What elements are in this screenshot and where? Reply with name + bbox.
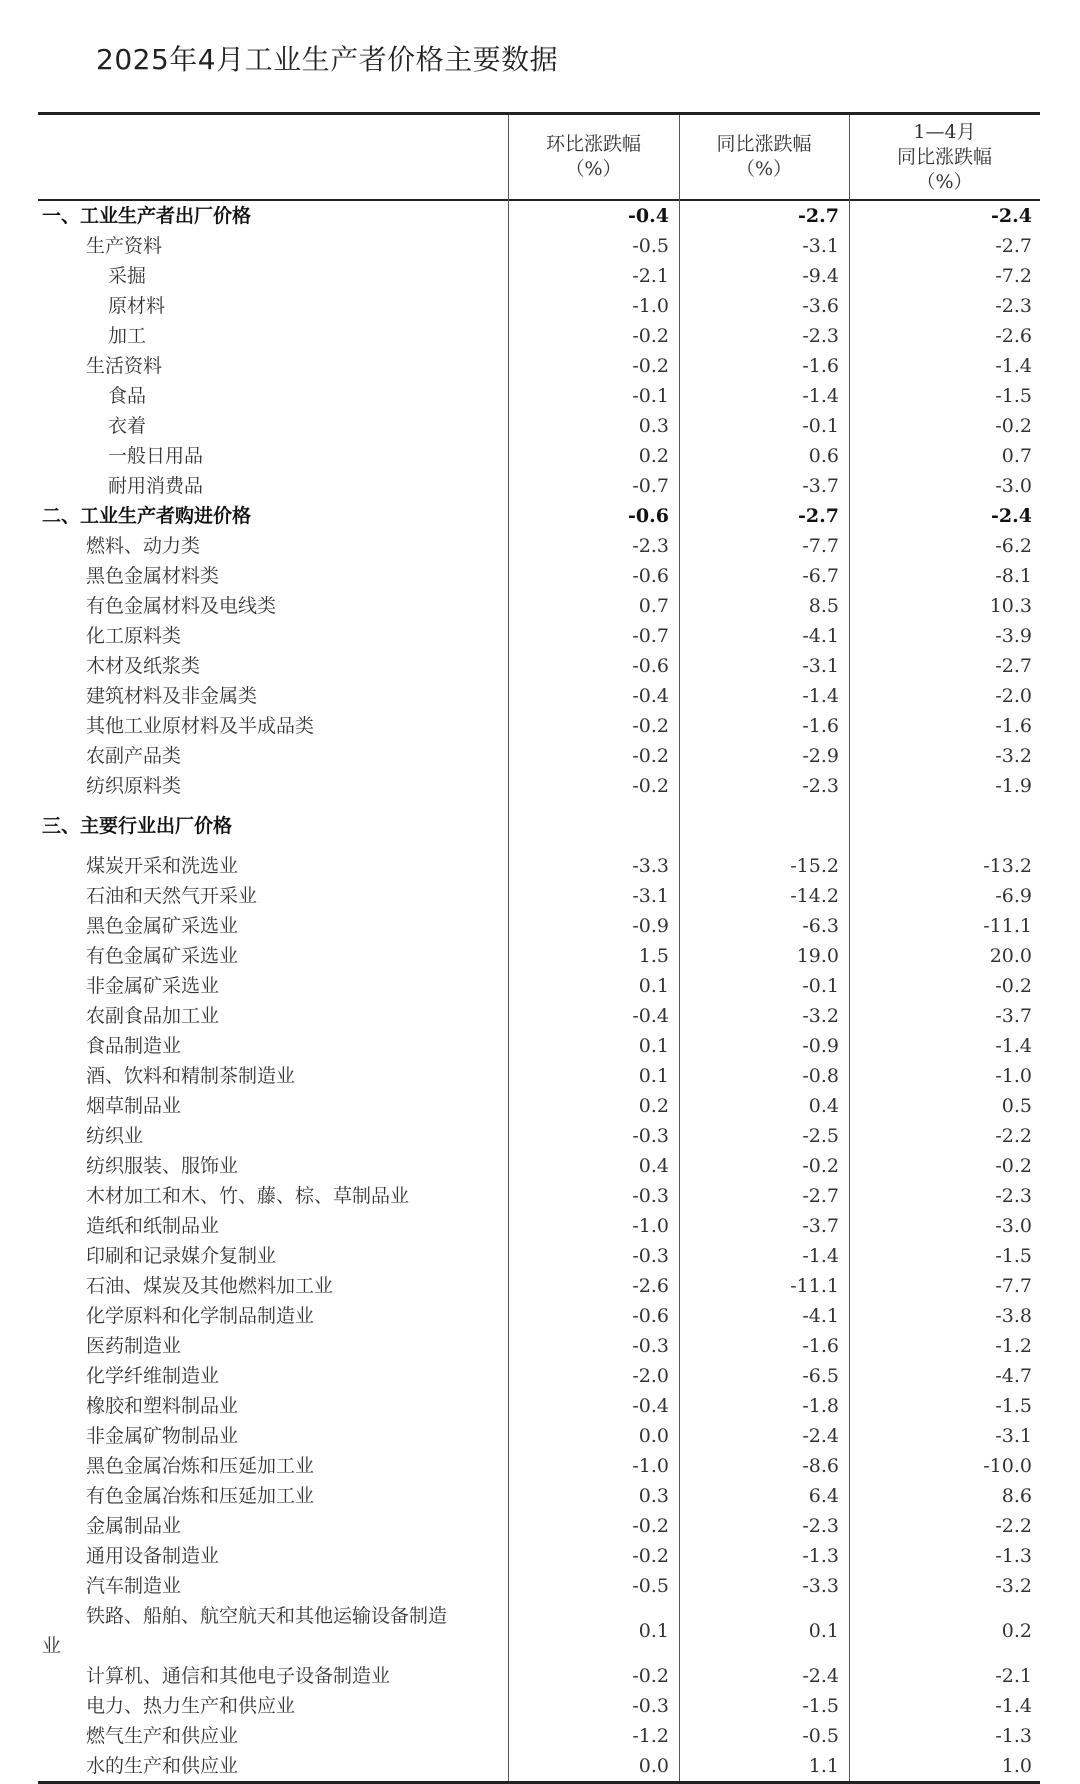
mom-change-value: -0.4 [632, 685, 669, 707]
yoy-change-value: -1.3 [802, 1545, 839, 1567]
mom-change-value: -0.3 [632, 1185, 669, 1207]
mom-change-value: -3.1 [632, 885, 669, 907]
mom-change-value: -0.6 [628, 505, 669, 527]
mom-change-value: -0.2 [632, 1545, 669, 1567]
row-label: 有色金属冶炼和压延加工业 [86, 1485, 315, 1507]
row-label: 水的生产和供应业 [86, 1755, 239, 1777]
row-label: 衣着 [108, 415, 147, 437]
row-label: 加工 [108, 325, 147, 347]
yoy-change-value: -1.4 [802, 385, 839, 407]
ytd-change-value: -2.0 [995, 685, 1032, 707]
ytd-change-value: -4.7 [995, 1365, 1032, 1387]
row-label: 耐用消费品 [108, 475, 204, 497]
yoy-change-value: -2.7 [802, 1185, 839, 1207]
row-label: 非金属矿物制品业 [86, 1425, 239, 1447]
mom-change-value: -0.6 [632, 655, 669, 677]
yoy-change-value: -15.2 [790, 855, 839, 877]
yoy-change-value: 6.4 [808, 1485, 839, 1507]
row-label: 通用设备制造业 [86, 1545, 220, 1567]
row-label: 生活资料 [86, 355, 163, 377]
ytd-change-value: -7.2 [995, 265, 1032, 287]
row-label: 农副产品类 [86, 745, 182, 767]
mom-change-value: -0.4 [632, 1395, 669, 1417]
table-row [38, 1541, 1040, 1571]
row-label [42, 1601, 502, 1661]
row-spacer [38, 801, 1040, 811]
ytd-change-value: -2.4 [991, 205, 1032, 227]
yoy-change-value: -1.5 [802, 1695, 839, 1717]
table-row [38, 1571, 1040, 1601]
yoy-change-value [679, 811, 839, 841]
ytd-change-value: -2.3 [995, 295, 1032, 317]
table-row [38, 1271, 1040, 1301]
ytd-change-value: -0.2 [995, 975, 1032, 997]
yoy-change-value: -3.1 [802, 655, 839, 677]
table-row [38, 681, 1040, 711]
row-label-line: 业 [42, 1635, 62, 1657]
mom-change-value: 0.1 [638, 975, 669, 997]
table-row [38, 1721, 1040, 1751]
row-label: 一、工业生产者出厂价格 [42, 205, 252, 227]
yoy-change-value: 8.5 [808, 595, 839, 617]
mom-change-value: -0.4 [628, 205, 669, 227]
table-row [38, 971, 1040, 1001]
table-row [38, 1031, 1040, 1061]
column-divider [508, 115, 509, 1781]
row-label: 有色金属矿采选业 [86, 945, 239, 967]
row-spacer [38, 841, 1040, 851]
row-label: 生产资料 [86, 235, 163, 257]
yoy-change-value: -0.8 [802, 1065, 839, 1087]
header-ytd-unit: （%） [916, 170, 973, 193]
yoy-change-value: -0.2 [802, 1155, 839, 1177]
row-label: 食品 [108, 385, 147, 407]
price-data-table [38, 112, 1040, 1784]
mom-change-value: -0.2 [632, 355, 669, 377]
table-row [38, 1361, 1040, 1391]
ytd-change-value: -3.9 [995, 625, 1032, 647]
table-row [38, 321, 1040, 351]
mom-change-value: 0.4 [638, 1155, 669, 1177]
row-label: 一般日用品 [108, 445, 204, 467]
table-row [38, 471, 1040, 501]
ytd-change-value: -3.7 [995, 1005, 1032, 1027]
ytd-change-value: -3.8 [995, 1305, 1032, 1327]
ytd-change-value: -2.7 [995, 235, 1032, 257]
ytd-change-value: 0.5 [1001, 1095, 1032, 1117]
yoy-change-value: -2.3 [802, 325, 839, 347]
table-row [38, 1181, 1040, 1211]
row-label: 电力、热力生产和供应业 [86, 1695, 296, 1717]
table-row [38, 651, 1040, 681]
mom-change-value: 0.1 [638, 1035, 669, 1057]
row-label: 纺织业 [86, 1125, 144, 1147]
ytd-change-value: 10.3 [989, 595, 1032, 617]
mom-change-value: -0.3 [632, 1335, 669, 1357]
yoy-change-value: -2.3 [802, 775, 839, 797]
mom-change-value: -0.9 [632, 915, 669, 937]
mom-change-value: -0.2 [632, 745, 669, 767]
row-label: 三、主要行业出厂价格 [42, 815, 233, 837]
row-label: 二、工业生产者购进价格 [42, 505, 252, 527]
mom-change-value: 0.7 [638, 595, 669, 617]
row-label: 有色金属材料及电线类 [86, 595, 277, 617]
table-row [38, 351, 1040, 381]
table-row [38, 1001, 1040, 1031]
row-label: 煤炭开采和洗选业 [86, 855, 239, 877]
yoy-change-value: -6.3 [802, 915, 839, 937]
row-label: 酒、饮料和精制茶制造业 [86, 1065, 296, 1087]
row-label: 橡胶和塑料制品业 [86, 1395, 239, 1417]
row-label: 金属制品业 [86, 1515, 182, 1537]
table-row [38, 441, 1040, 471]
ytd-change-value: -2.1 [995, 1665, 1032, 1687]
yoy-change-value: -2.4 [802, 1665, 839, 1687]
mom-change-value: -0.2 [632, 1665, 669, 1687]
ytd-change-value: -1.5 [995, 385, 1032, 407]
row-label: 燃气生产和供应业 [86, 1725, 239, 1747]
column-divider [679, 115, 680, 1781]
ytd-change-value: -1.4 [995, 355, 1032, 377]
mom-change-value: -0.1 [632, 385, 669, 407]
row-label: 其他工业原材料及半成品类 [86, 715, 315, 737]
yoy-change-value: -0.1 [802, 975, 839, 997]
row-label: 石油和天然气开采业 [86, 885, 258, 907]
table-row [38, 1661, 1040, 1691]
ytd-change-value: 8.6 [1001, 1485, 1032, 1507]
ytd-change-value: -8.1 [995, 565, 1032, 587]
yoy-change-value: -2.5 [802, 1125, 839, 1147]
mom-change-value: -3.3 [632, 855, 669, 877]
table-row [38, 771, 1040, 801]
ytd-change-value: -2.4 [991, 505, 1032, 527]
table-row [38, 411, 1040, 441]
table-row [38, 1151, 1040, 1181]
mom-change-value: -1.2 [632, 1725, 669, 1747]
mom-change-value: -2.0 [632, 1365, 669, 1387]
table-row [38, 851, 1040, 881]
table-row [38, 941, 1040, 971]
ytd-change-value [849, 811, 1032, 841]
yoy-change-value: -1.4 [802, 1245, 839, 1267]
ytd-change-value: -1.3 [995, 1725, 1032, 1747]
yoy-change-value: -3.1 [802, 235, 839, 257]
ytd-change-value: -3.2 [995, 1575, 1032, 1597]
row-label: 医药制造业 [86, 1335, 182, 1357]
table-row [38, 1481, 1040, 1511]
yoy-change-value: -4.1 [802, 1305, 839, 1327]
row-label: 汽车制造业 [86, 1575, 182, 1597]
yoy-change-value: -14.2 [790, 885, 839, 907]
header-ytd-period: 1—4月 [913, 120, 976, 143]
row-label: 黑色金属材料类 [86, 565, 220, 587]
table-row [38, 1691, 1040, 1721]
ytd-change-value: -1.0 [995, 1065, 1032, 1087]
row-label: 造纸和纸制品业 [86, 1215, 220, 1237]
mom-change-value: 0.3 [638, 415, 669, 437]
mom-change-value: -0.4 [632, 1005, 669, 1027]
ytd-change-value: -2.2 [995, 1125, 1032, 1147]
yoy-change-value: 0.1 [808, 1620, 839, 1642]
ytd-change-value: -1.5 [995, 1395, 1032, 1417]
ytd-change-value: 0.2 [1001, 1620, 1032, 1642]
header-yoy-unit: （%） [735, 158, 793, 180]
yoy-change-value: -3.7 [802, 1215, 839, 1237]
table-row [38, 231, 1040, 261]
table-row [38, 1511, 1040, 1541]
table-row [38, 201, 1040, 231]
yoy-change-value: -4.1 [802, 625, 839, 647]
mom-change-value: -0.3 [632, 1695, 669, 1717]
mom-change-value: 0.0 [638, 1755, 669, 1777]
ytd-change-value: 0.7 [1001, 445, 1032, 467]
row-label: 黑色金属矿采选业 [86, 915, 239, 937]
header-mom [508, 115, 679, 199]
yoy-change-value: -2.7 [798, 205, 839, 227]
mom-change-value: -1.0 [632, 1215, 669, 1237]
yoy-change-value: 0.6 [808, 445, 839, 467]
yoy-change-value: -6.7 [802, 565, 839, 587]
table-row [38, 1121, 1040, 1151]
yoy-change-value: -3.6 [802, 295, 839, 317]
row-label: 木材及纸浆类 [86, 655, 201, 677]
column-divider [849, 115, 850, 1781]
ytd-change-value: -1.4 [995, 1695, 1032, 1717]
ytd-change-value: -6.9 [995, 885, 1032, 907]
row-label: 木材加工和木、竹、藤、棕、草制品业 [86, 1185, 410, 1207]
table-row [38, 501, 1040, 531]
table-row [38, 1091, 1040, 1121]
table-body [38, 201, 1040, 1781]
header-mom-unit: （%） [565, 158, 622, 180]
table-row [38, 1601, 1040, 1661]
ytd-change-value: -1.6 [995, 715, 1032, 737]
row-label: 农副食品加工业 [86, 1005, 220, 1027]
mom-change-value: 0.0 [638, 1425, 669, 1447]
mom-change-value: 0.2 [638, 1095, 669, 1117]
ytd-change-value: -1.3 [995, 1545, 1032, 1567]
mom-change-value: -1.0 [632, 1455, 669, 1477]
mom-change-value: -0.5 [632, 1575, 669, 1597]
table-row [38, 291, 1040, 321]
table-row [38, 881, 1040, 911]
table-row [38, 911, 1040, 941]
mom-change-value: 1.5 [638, 945, 669, 967]
ytd-change-value: -3.1 [995, 1425, 1032, 1447]
ytd-change-value: -11.1 [983, 915, 1032, 937]
row-label: 化学原料和化学制品制造业 [86, 1305, 315, 1327]
mom-change-value: 0.2 [638, 445, 669, 467]
row-label: 纺织服装、服饰业 [86, 1155, 239, 1177]
row-label: 印刷和记录媒介复制业 [86, 1245, 277, 1267]
table-row [38, 1421, 1040, 1451]
yoy-change-value: 0.4 [808, 1095, 839, 1117]
yoy-change-value: -1.6 [802, 355, 839, 377]
ytd-change-value: 20.0 [989, 945, 1032, 967]
yoy-change-value: -1.4 [802, 685, 839, 707]
mom-change-value: -0.6 [632, 1305, 669, 1327]
mom-change-value: -0.2 [632, 325, 669, 347]
row-label: 燃料、动力类 [86, 535, 201, 557]
header-mom-label: 环比涨跌幅 [545, 133, 641, 155]
row-label: 食品制造业 [86, 1035, 182, 1057]
ytd-change-value: -3.0 [995, 1215, 1032, 1237]
yoy-change-value: -11.1 [790, 1275, 839, 1297]
mom-change-value: 0.3 [638, 1485, 669, 1507]
ytd-change-value: -1.4 [995, 1035, 1032, 1057]
header-yoy [679, 115, 849, 199]
ytd-change-value: -6.2 [995, 535, 1032, 557]
yoy-change-value: -3.3 [802, 1575, 839, 1597]
row-label: 纺织原料类 [86, 775, 182, 797]
mom-change-value: -0.6 [632, 565, 669, 587]
ytd-change-value: -0.2 [995, 1155, 1032, 1177]
yoy-change-value: -0.1 [802, 415, 839, 437]
ytd-change-value: -10.0 [983, 1455, 1032, 1477]
mom-change-value: -0.3 [632, 1125, 669, 1147]
row-label: 计算机、通信和其他电子设备制造业 [86, 1665, 391, 1687]
yoy-change-value: -3.2 [802, 1005, 839, 1027]
row-label: 烟草制品业 [86, 1095, 182, 1117]
table-row [38, 381, 1040, 411]
ytd-change-value: -1.9 [995, 775, 1032, 797]
mom-change-value: 0.1 [638, 1065, 669, 1087]
yoy-change-value: -2.4 [802, 1425, 839, 1447]
row-label: 黑色金属冶炼和压延加工业 [86, 1455, 315, 1477]
table-row [38, 531, 1040, 561]
row-label: 化学纤维制造业 [86, 1365, 220, 1387]
table-row [38, 1451, 1040, 1481]
table-row [38, 261, 1040, 291]
table-row [38, 561, 1040, 591]
row-label: 非金属矿采选业 [86, 975, 220, 997]
table-row [38, 741, 1040, 771]
header-yoy-label: 同比涨跌幅 [716, 133, 812, 155]
table-row [38, 1331, 1040, 1361]
table-row [38, 1751, 1040, 1781]
yoy-change-value: -3.7 [802, 475, 839, 497]
table-row [38, 1211, 1040, 1241]
row-label: 采掘 [108, 265, 147, 287]
yoy-change-value: -0.9 [802, 1035, 839, 1057]
mom-change-value: -0.7 [632, 625, 669, 647]
ytd-change-value: -13.2 [983, 855, 1032, 877]
mom-change-value: -0.7 [632, 475, 669, 497]
ytd-change-value: -7.7 [995, 1275, 1032, 1297]
table-row [38, 621, 1040, 651]
ytd-change-value: 1.0 [1001, 1755, 1032, 1777]
table-row [38, 711, 1040, 741]
mom-change-value: -1.0 [632, 295, 669, 317]
yoy-change-value: 19.0 [796, 945, 839, 967]
yoy-change-value: -7.7 [802, 535, 839, 557]
ytd-change-value: -2.2 [995, 1515, 1032, 1537]
table-row [38, 1301, 1040, 1331]
ytd-change-value: -3.0 [995, 475, 1032, 497]
yoy-change-value: -2.7 [798, 505, 839, 527]
mom-change-value: -0.2 [632, 715, 669, 737]
table-row [38, 1241, 1040, 1271]
ytd-change-value: -1.2 [995, 1335, 1032, 1357]
yoy-change-value: -2.3 [802, 1515, 839, 1537]
mom-change-value: 0.1 [638, 1620, 669, 1642]
ytd-change-value: -3.2 [995, 745, 1032, 767]
ytd-change-value: -0.2 [995, 415, 1032, 437]
yoy-change-value: -0.5 [802, 1725, 839, 1747]
table-row [38, 1391, 1040, 1421]
table-row [38, 811, 1040, 841]
header-ytd [849, 115, 1040, 199]
row-label-line: 铁路、船舶、航空航天和其他运输设备制造 [86, 1605, 448, 1627]
yoy-change-value: -1.8 [802, 1395, 839, 1417]
mom-change-value [508, 811, 669, 841]
row-label: 化工原料类 [86, 625, 182, 647]
mom-change-value: -0.3 [632, 1245, 669, 1267]
ytd-change-value: -2.6 [995, 325, 1032, 347]
page-title: 2025年4月工业生产者价格主要数据 [96, 43, 559, 76]
row-label: 建筑材料及非金属类 [86, 685, 258, 707]
yoy-change-value: -1.6 [802, 715, 839, 737]
mom-change-value: -2.3 [632, 535, 669, 557]
mom-change-value: -0.5 [632, 235, 669, 257]
yoy-change-value: -6.5 [802, 1365, 839, 1387]
yoy-change-value: -2.9 [802, 745, 839, 767]
mom-change-value: -0.2 [632, 1515, 669, 1537]
yoy-change-value: -8.6 [802, 1455, 839, 1477]
ytd-change-value: -2.7 [995, 655, 1032, 677]
row-label: 石油、煤炭及其他燃料加工业 [86, 1275, 334, 1297]
yoy-change-value: 1.1 [808, 1755, 839, 1777]
header-ytd-label: 同比涨跌幅 [896, 145, 992, 168]
mom-change-value: -0.2 [632, 775, 669, 797]
ytd-change-value: -2.3 [995, 1185, 1032, 1207]
ytd-change-value: -1.5 [995, 1245, 1032, 1267]
mom-change-value: -2.1 [632, 265, 669, 287]
yoy-change-value: -9.4 [802, 265, 839, 287]
table-header [38, 115, 1040, 201]
row-label: 原材料 [108, 295, 166, 317]
mom-change-value: -2.6 [632, 1275, 669, 1297]
table-row [38, 591, 1040, 621]
table-row [38, 1061, 1040, 1091]
yoy-change-value: -1.6 [802, 1335, 839, 1357]
